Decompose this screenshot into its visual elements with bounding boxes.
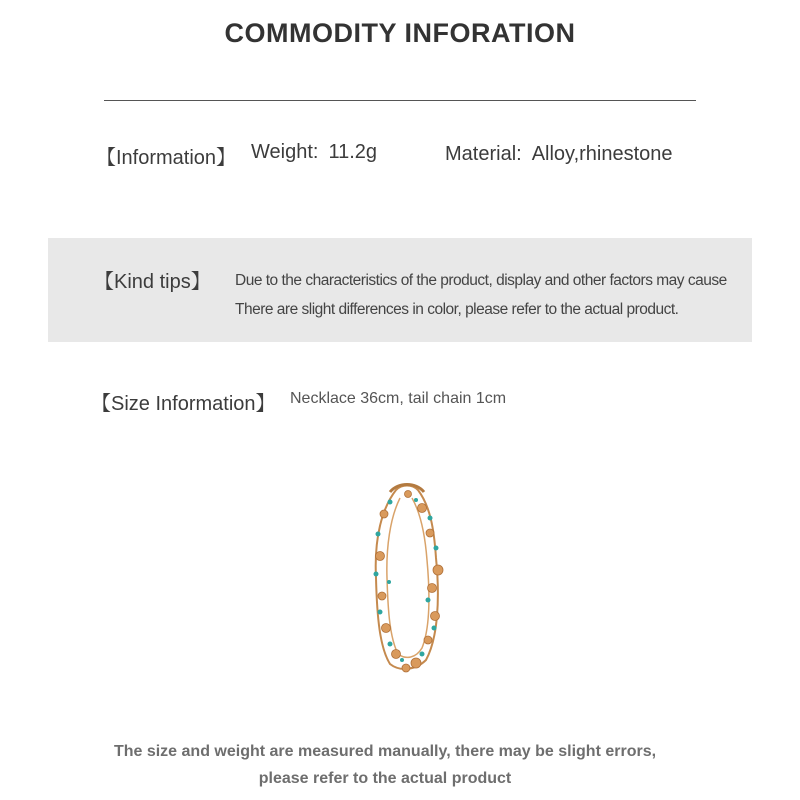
weight-field <box>251 141 377 164</box>
necklace-photo <box>360 478 456 678</box>
material-field <box>445 143 673 166</box>
necklace-illustration <box>360 478 456 678</box>
page-title: COMMODITY INFORATION <box>224 18 576 48</box>
material-value: Alloy,rhinestone <box>531 143 673 165</box>
kind-tips-label: 【Kind tips】 <box>94 271 211 293</box>
weight-label: Weight: <box>251 141 319 163</box>
kind-tips-line-1: Due to the characteristics of the product, display and other factors may cause <box>235 272 727 289</box>
weight-value: 11.2g <box>328 141 378 163</box>
information-label: 【Information】 <box>96 147 237 169</box>
information-row <box>96 141 716 171</box>
necklace-chain-inner <box>387 498 429 657</box>
size-information-value: Necklace 36cm, tail chain 1cm <box>290 390 507 407</box>
footer-line-2: please refer to the actual product <box>258 770 512 787</box>
footer-note <box>0 738 770 792</box>
size-information-label: 【Size Information】 <box>91 393 276 415</box>
title-divider <box>104 100 696 101</box>
material-label: Material: <box>445 143 522 165</box>
footer-line-1: The size and weight are measured manually, there may be slight errors, <box>113 743 657 760</box>
kind-tips-section <box>48 238 752 342</box>
kind-tips-line-2: There are slight differences in color, please refer to the actual product. <box>235 301 679 318</box>
kind-tips-text <box>235 266 727 324</box>
